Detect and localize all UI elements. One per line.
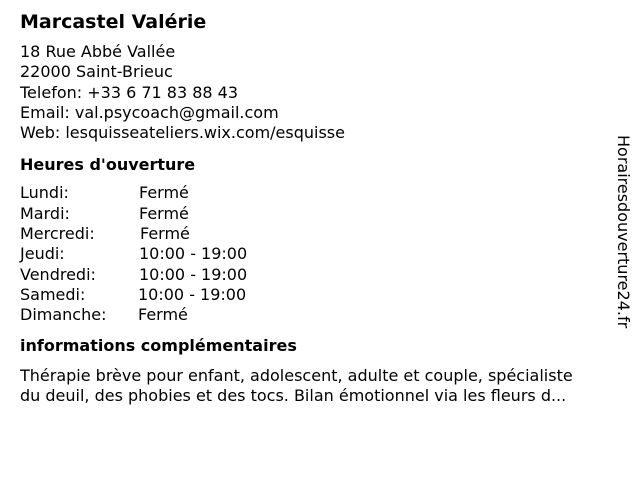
email-line: Email: val.psycoach@gmail.com [20, 102, 279, 122]
contact-block [20, 42, 620, 143]
site-watermark: Horairesdouverture24.fr [614, 135, 633, 329]
day-label: Mardi: [20, 203, 70, 223]
hours-value: Fermé [138, 305, 188, 325]
hours-row-tuesday [20, 204, 620, 224]
business-name: Marcastel Valérie [20, 11, 207, 33]
hours-row-monday [20, 183, 620, 203]
hours-row-saturday [20, 285, 620, 305]
hours-value: 10:00 - 19:00 [139, 264, 248, 284]
info-line: Thérapie brève pour enfant, adolescent, adulte et couple, spécialiste [20, 365, 573, 385]
hours-table [20, 183, 620, 325]
info-line: du deuil, des phobies et des tocs. Bilan émotionnel via les fleurs d... [20, 386, 567, 406]
day-label: Mercredi: [20, 224, 95, 244]
hours-title: Heures d'ouverture [20, 155, 196, 175]
hours-row-wednesday [20, 224, 620, 244]
web-line: Web: lesquisseateliers.wix.com/esquisse [20, 123, 345, 143]
hours-value: 10:00 - 19:00 [138, 284, 247, 304]
phone-line: Telefon: +33 6 71 83 88 43 [20, 82, 239, 102]
hours-value: Fermé [139, 203, 189, 223]
day-label: Dimanche: [20, 305, 107, 325]
hours-row-thursday [20, 244, 620, 264]
info-title: informations complémentaires [20, 335, 297, 355]
hours-row-friday [20, 265, 620, 285]
day-label: Vendredi: [20, 264, 96, 284]
hours-value: Fermé [139, 183, 189, 203]
day-label: Lundi: [20, 183, 69, 203]
address-city: 22000 Saint-Brieuc [20, 62, 173, 82]
hours-value: 10:00 - 19:00 [139, 244, 248, 264]
day-label: Samedi: [20, 284, 86, 304]
hours-row-sunday [20, 305, 620, 325]
info-description [20, 366, 620, 407]
address-street: 18 Rue Abbé Vallée [20, 42, 176, 61]
business-card [20, 10, 620, 407]
day-label: Jeudi: [20, 244, 65, 264]
hours-value: Fermé [140, 224, 190, 244]
